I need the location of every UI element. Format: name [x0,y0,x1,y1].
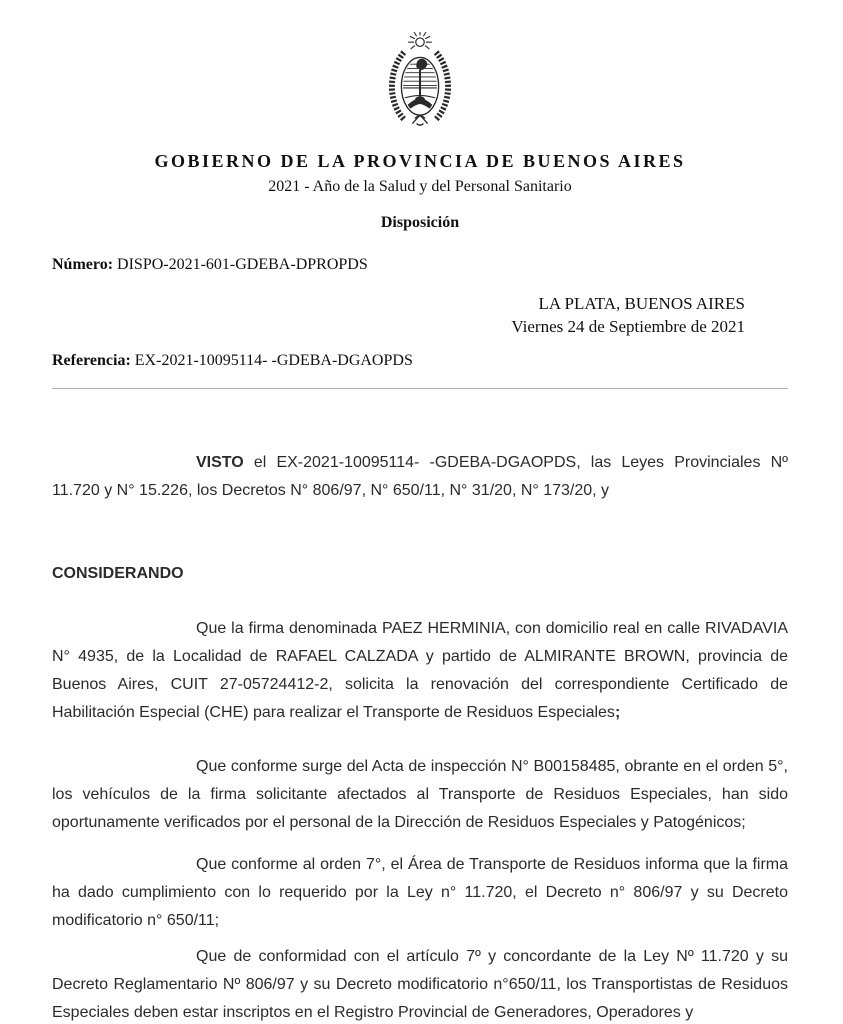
government-title: GOBIERNO DE LA PROVINCIA DE BUENOS AIRES [154,151,686,171]
considerando-heading: CONSIDERANDO [52,565,184,582]
paragraph-text: Que conforme al orden 7°, el Área de Transporte de Residuos informa que la firma ha dado cumplimiento con lo requerido por la Ley n° 11.720, el Decreto n° 806/97 y su Decreto modificatorio n° 650/11; [52,856,788,929]
document-number-line [52,254,788,276]
year-motto: 2021 - Año de la Salud y del Personal Sanitario [268,178,572,195]
body-paragraph [52,943,788,1024]
document-type-heading: Disposición [380,214,460,231]
argentina-coat-of-arms-icon [377,32,463,132]
visto-text: el EX-2021-10095114- -GDEBA-DGAOPDS, las Leyes Provinciales Nº 11.720 y N° 15.226, los Decretos N° 806/97, N° 650/11, N° 31/20, N° 173/20, y [52,454,788,499]
referencia-value: EX-2021-10095114- -GDEBA-DGAOPDS [134,352,413,369]
paragraph-text: Que de conformidad con el artículo 7º y concordante de la Ley Nº 11.720 y su Decreto Reglamentario Nº 806/97 y su Decreto modificatorio n°650/11, los Transportistas de Residuos Especiales deben estar inscriptos en el Registro Provincial de Generadores, Operadores y [52,948,788,1021]
place-line: LA PLATA, BUENOS AIRES [538,294,745,313]
paragraph-text: Que la firma denominada PAEZ HERMINIA, con domicilio real en calle RIVADAVIA N° 4935, de la Localidad de RAFAEL CALZADA y partido de ALMIRANTE BROWN, provincia de Buenos Aires, CUIT 27-05724412-2, solicita la renovación del correspondiente Certificado de Habilitación Especial (CHE) para realizar el Transporte de Residuos Especiales [52,620,788,721]
body-paragraph [52,851,788,935]
visto-keyword: VISTO [196,454,244,471]
referencia-label: Referencia: [52,352,131,369]
reference-line [52,350,788,372]
paragraph-text: Que conforme surge del Acta de inspección N° B00158485, obrante en el orden 5°, los vehículos de la firma solicitante afectados al Transporte de Residuos Especiales, han sido oportunamente verificados por el personal de la Dirección de Residuos Especiales y Patogénicos; [52,758,788,831]
numero-label: Número: [52,256,114,273]
body-paragraph [52,615,788,727]
place-date-block [52,292,788,338]
paragraph-bold-suffix: ; [614,704,621,721]
header-divider [52,388,788,389]
date-line: Viernes 24 de Septiembre de 2021 [511,317,745,336]
document-body [52,449,788,1024]
numero-value: DISPO-2021-601-GDEBA-DPROPDS [117,256,368,273]
body-paragraph [52,753,788,837]
visto-paragraph [52,449,788,505]
document-header-emblem [52,32,788,137]
